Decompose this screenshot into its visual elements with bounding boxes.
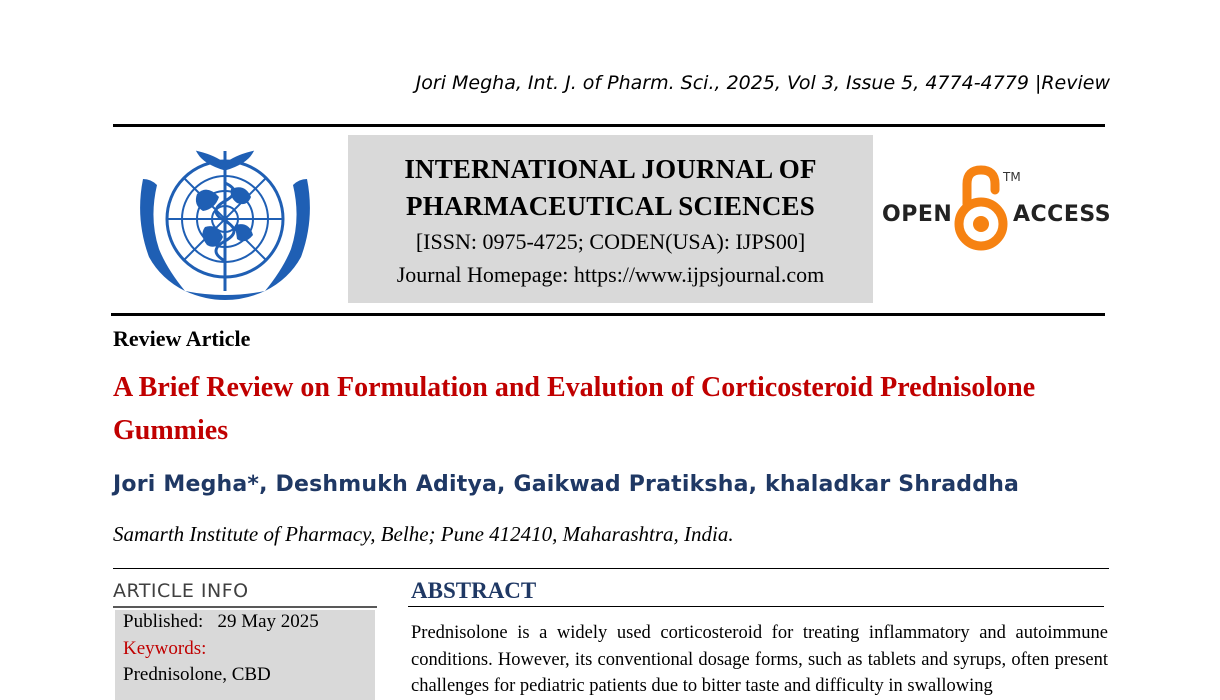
published-line [123,611,319,633]
abstract-rule [408,606,1104,607]
article-type: Review Article [113,326,251,351]
journal-masthead [348,135,873,303]
globe-caduceus-emblem-icon [127,139,323,305]
open-access-access-word: ACCESS [1013,202,1112,227]
article-info-box [115,610,375,700]
article-authors: Jori Megha*, Deshmukh Aditya, Gaikwad Pratiksha, khaladkar Shraddha [113,472,1020,497]
author-affiliation: Samarth Institute of Pharmacy, Belhe; Pune 412410, Maharashtra, India. [113,522,734,546]
header-bottom-rule [111,313,1105,316]
journal-name [348,151,873,225]
article-info-heading: ARTICLE INFO [113,580,249,602]
header-top-rule [113,124,1105,127]
open-access-open-word: OPEN [882,202,953,227]
published-date: 29 May 2025 [217,611,319,632]
article-info-rule [113,606,377,608]
journal-name-line2: PHARMACEUTICAL SCIENCES [406,191,815,221]
journal-name-line1: INTERNATIONAL JOURNAL OF [404,154,817,184]
article-title: A Brief Review on Formulation and Evalution of Corticosteroid Prednisolone Gummies [113,372,1036,446]
published-label: Published: [123,611,204,632]
abstract-heading: ABSTRACT [411,578,537,603]
section-divider [113,568,1109,569]
keywords-list: Prednisolone, CBD [123,664,271,685]
running-head: Jori Megha, Int. J. of Pharm. Sci., 2025, Vol 3, Issue 5, 4774-4779 |Review [415,72,1110,94]
abstract-text: Prednisolone is a widely used corticosteroid for treating inflammatory and autoimmune conditions. However, its conventional dosage forms, such as tablets and syrups, often present challenges for pediatric patients due to bitter taste and difficulty in swallowing [411,623,1108,696]
open-access-lock-icon [953,164,1009,252]
trademark-mark: TM [1003,170,1021,184]
keywords-label: Keywords: [123,638,207,659]
journal-homepage: Journal Homepage: https://www.ijpsjournal.com [396,262,825,287]
journal-issn: [ISSN: 0975-4725; CODEN(USA): IJPS00] [415,229,806,254]
